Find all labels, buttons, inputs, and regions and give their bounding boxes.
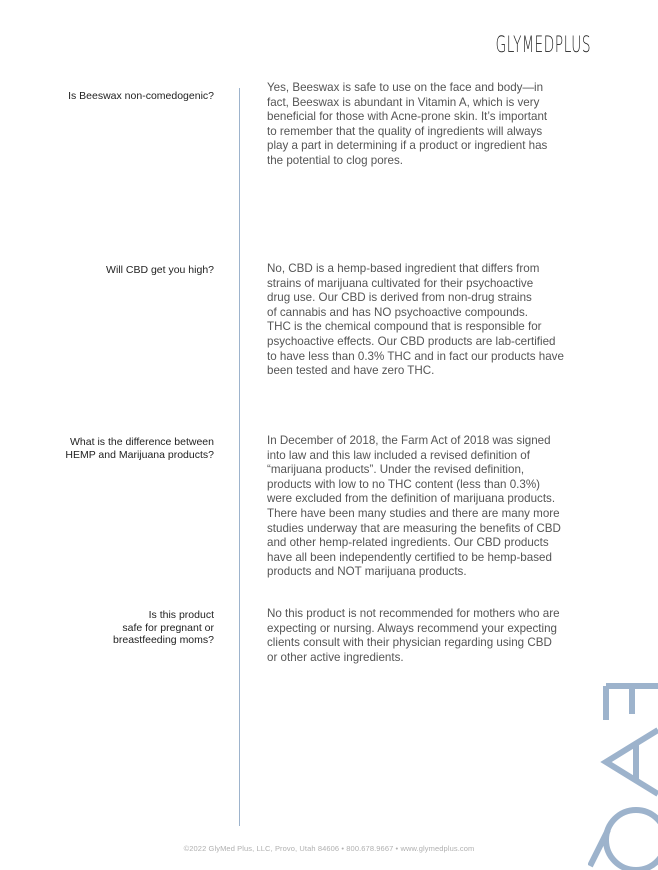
- answer-line: the potential to clog pores.: [267, 153, 403, 167]
- answer-line: clients consult with their physician regarding using CBD: [267, 636, 552, 650]
- answer-line: “marijuana products”. Under the revised definition,: [267, 463, 525, 477]
- answer-line: products with low to no THC content (less than 0.3%): [267, 477, 541, 491]
- answer-line: No this product is not recommended for mothers who are: [267, 607, 560, 620]
- question-line: Is this product: [148, 609, 214, 621]
- faq-watermark: [588, 680, 658, 870]
- answer-line: and other hemp-related ingredients. Our CBD products: [267, 536, 549, 550]
- answer-line: to have less than 0.3% THC and in fact our products have: [267, 349, 564, 363]
- faq-answer-cbd-high: [267, 262, 597, 379]
- faq-letter-a: [606, 730, 658, 794]
- question-line: What is the difference between: [70, 436, 214, 448]
- answer-line: of cannabis and has NO psychoactive compounds.: [267, 305, 529, 319]
- answer-line: Yes, Beeswax is safe to use on the face and body—in: [267, 81, 544, 94]
- answer-line: have all been independently certified to be hemp-based: [267, 550, 552, 564]
- answer-line: fact, Beeswax is abundant in Vitamin A, which is very: [267, 95, 540, 109]
- faq-question-cbd-high: Will CBD get you high?: [106, 264, 214, 276]
- answer-line: There have been many studies and there are many more: [267, 506, 560, 520]
- answer-line: In December of 2018, the Farm Act of 2018 was signed: [267, 434, 551, 447]
- answer-line: drug use. Our CBD is derived from non-drug strains: [267, 291, 532, 305]
- answer-line: to remember that the quality of ingredients will always: [267, 124, 543, 138]
- answer-line: into law and this law included a revised definition of: [267, 448, 530, 462]
- question-line: safe for pregnant or: [122, 621, 214, 634]
- column-divider: [239, 88, 240, 826]
- answer-line: psychoactive effects. Our CBD products are lab-certified: [267, 334, 556, 348]
- faq-question-beeswax: Is Beeswax non-comedogenic?: [68, 90, 214, 102]
- answer-line: play a part in determining if a product or ingredient has: [267, 139, 548, 153]
- answer-line: or other active ingredients.: [267, 650, 404, 664]
- answer-line: were excluded from the definition of marijuana products.: [267, 492, 556, 506]
- faq-answer-hemp-vs-marijuana: [267, 434, 597, 580]
- answer-line: strains of marijuana cultivated for their psychoactive: [267, 276, 534, 290]
- brand-logo: GLYMEDPLUS: [495, 33, 591, 58]
- faq-answer-beeswax: [267, 81, 597, 169]
- answer-line: studies underway that are measuring the benefits of CBD: [267, 521, 561, 535]
- answer-line: been tested and have zero THC.: [267, 364, 435, 378]
- faq-question-hemp-vs-marijuana: [24, 436, 214, 461]
- faq-answer-pregnancy: [267, 607, 597, 665]
- answer-line: beneficial for those with Acne-prone skin. It’s important: [267, 110, 548, 124]
- answer-line: products and NOT marijuana products.: [267, 565, 467, 579]
- faq-letter-q: [606, 810, 658, 870]
- faq-question-pregnancy: [24, 609, 214, 647]
- question-line: HEMP and Marijuana products?: [65, 448, 214, 461]
- answer-line: THC is the chemical compound that is responsible for: [267, 320, 542, 334]
- question-line: breastfeeding moms?: [113, 634, 214, 646]
- faq-watermark-art: [588, 680, 658, 870]
- answer-line: No, CBD is a hemp-based ingredient that differs from: [267, 262, 540, 275]
- footer-contact: ©2022 GlyMed Plus, LLC, Provo, Utah 84606 • 800.678.9667 • www.glymedplus.com: [183, 844, 475, 853]
- answer-line: expecting or nursing. Always recommend your expecting: [267, 621, 557, 635]
